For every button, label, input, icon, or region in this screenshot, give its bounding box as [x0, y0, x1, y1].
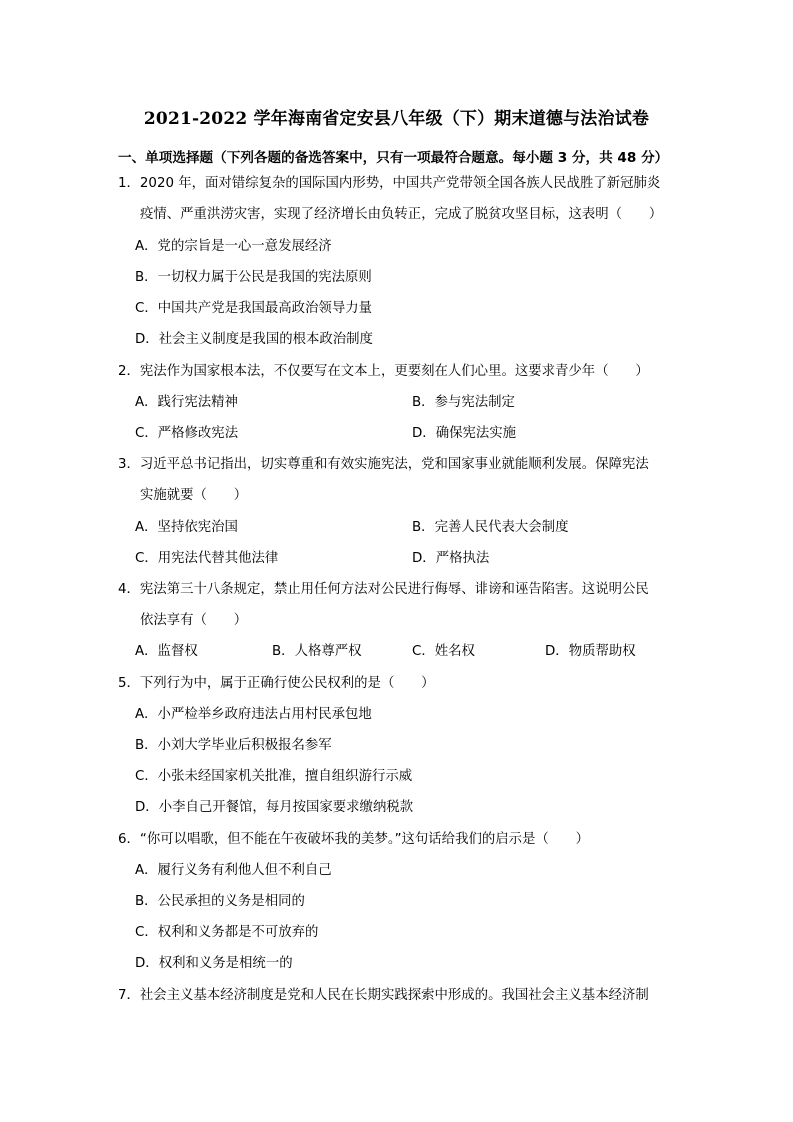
question-2-option-a: A．践行宪法精神	[135, 395, 238, 410]
question-3-option-c: C．用宪法代替其他法律	[135, 551, 279, 566]
question-4-stem: 4．宪法第三十八条规定，禁止用任何方法对公民进行侮辱、诽谤和诬告陷害。这说明公民	[118, 582, 649, 597]
question-3-option-b: B．完善人民代表大会制度	[412, 520, 569, 535]
question-2-option-d: D．确保宪法实施	[412, 426, 517, 441]
question-6-option-a: A．履行义务有利他人但不利自己	[135, 863, 332, 878]
question-4-option-c: C．姓名权	[412, 644, 475, 659]
question-7-stem: 7．社会主义基本经济制度是党和人民在长期实践探索中形成的。我国社会主义基本经济制	[118, 988, 649, 1003]
question-6-stem: 6．“你可以唱歌，但不能在午夜破坏我的美梦。”这句话给我们的启示是（ ）	[118, 832, 589, 847]
question-4-option-a: A．监督权	[135, 644, 198, 659]
question-5-option-d: D．小李自己开餐馆，每月按国家要求缴纳税款	[135, 800, 414, 815]
question-1-option-b: B．一切权力属于公民是我国的宪法原则	[135, 270, 372, 285]
question-5-option-a: A．小严检举乡政府违法占用村民承包地	[135, 707, 372, 722]
question-4-option-b: B．人格尊严权	[272, 644, 362, 659]
question-3-stem-cont: 实施就要（ ）	[140, 488, 248, 503]
question-3-option-a: A．坚持依宪治国	[135, 520, 238, 535]
question-5-stem: 5．下列行为中，属于正确行使公民权利的是（ ）	[118, 676, 435, 691]
question-1-option-c: C．中国共产党是我国最高政治领导力量	[135, 301, 372, 316]
question-2-stem: 2．宪法作为国家根本法，不仅要写在文本上，更要刻在人们心里。这要求青少年（ ）	[118, 364, 649, 379]
question-4-option-d: D．物质帮助权	[545, 644, 636, 659]
question-3-option-d: D．严格执法	[412, 551, 490, 566]
question-5-option-c: C．小张未经国家机关批准，擅自组织游行示威	[135, 769, 413, 784]
section-heading: 一、单项选择题（下列各题的备选答案中，只有一项最符合题意。每小题 3 分，共 48 分）	[118, 150, 669, 166]
question-1-option-a: A．党的宗旨是一心一意发展经济	[135, 239, 332, 254]
question-6-option-b: B．公民承担的义务是相同的	[135, 894, 305, 909]
question-1-stem: 1．2020 年，面对错综复杂的国际国内形势，中国共产党带领全国各族人民战胜了新冠肺炎	[118, 176, 661, 191]
question-5-option-b: B．小刘大学毕业后积极报名参军	[135, 738, 332, 753]
question-3-stem: 3．习近平总书记指出，切实尊重和有效实施宪法，党和国家事业就能顺利发展。保障宪法	[118, 457, 649, 472]
question-1-option-d: D．社会主义制度是我国的根本政治制度	[135, 332, 373, 347]
question-2-option-b: B．参与宪法制定	[412, 395, 515, 410]
question-4-stem-cont: 依法享有（ ）	[140, 613, 248, 628]
question-1-stem-cont: 疫情、严重洪涝灾害，实现了经济增长由负转正，完成了脱贫攻坚目标，这表明（ ）	[140, 207, 663, 222]
question-2-option-c: C．严格修改宪法	[135, 426, 239, 441]
exam-title: 2021-2022 学年海南省定安县八年级（下）期末道德与法治试卷	[143, 109, 650, 129]
question-6-option-d: D．权利和义务是相统一的	[135, 956, 293, 971]
question-6-option-c: C．权利和义务都是不可放弃的	[135, 925, 319, 940]
